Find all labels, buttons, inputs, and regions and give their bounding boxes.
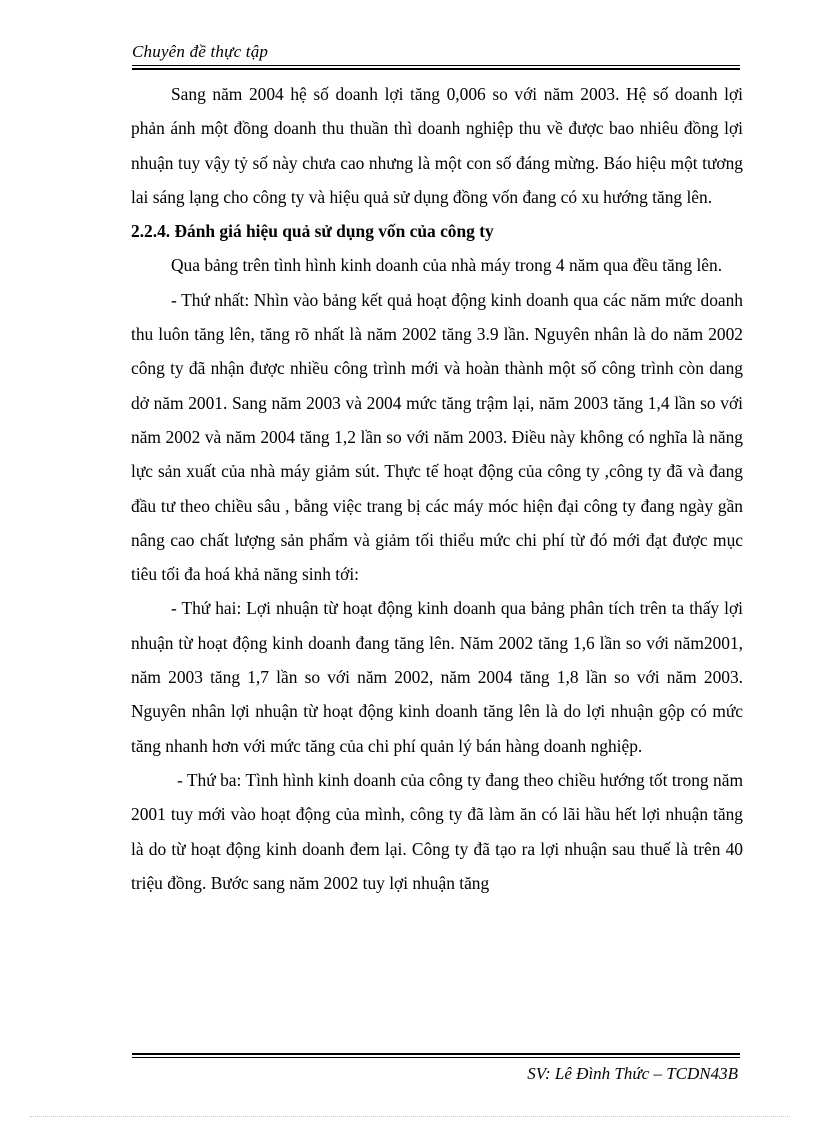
paragraph-profit-ratio: Sang năm 2004 hệ số doanh lợi tăng 0,006 so với năm 2003. Hệ số doanh lợi phản ánh một đồng doanh thu thuần thì doanh nghiệp thu về được bao nhiêu đồng lợi nhuận tuy vậy tỷ số này chưa cao nhưng là một con số đáng mừng. Báo hiệu một tương lai sáng lạng cho công ty và hiệu quả sử dụng đồng vốn đang có xu hướng tăng lên.	[131, 84, 743, 207]
paragraph-first-point: - Thứ nhất: Nhìn vào bảng kết quả hoạt động kinh doanh qua các năm mức doanh thu luôn tăng lên, tăng rõ nhất là năm 2002 tăng 3.9 lần. Nguyên nhân là do năm 2002 công ty đã nhận được nhiều công trình mới và hoàn thành một số công trình còn dang dở năm 2001. Sang năm 2003 và 2004 mức tăng trậm lại, năm 2003 tăng 1,4 lần so với năm 2002 và năm 2004 tăng 1,2 lần so với năm 2003. Điều này không có nghĩa là năng lực sản xuất của nhà máy giảm sút. Thực tế hoạt động của công ty ,công ty đã và đang đầu tư theo chiều sâu , bằng việc trang bị các máy móc hiện đại công ty đang ngày gần nâng cao chất lượng sản phẩm và giảm tối thiểu mức chi phí từ đó mới đạt được mục tiêu tối đa hoá khả năng sinh tới:	[131, 289, 743, 585]
section-heading: 2.2.4. Đánh giá hiệu quả sử dụng vốn của công ty	[131, 221, 494, 242]
header-double-rule	[132, 65, 740, 70]
page-header-title: Chuyên đề thực tập	[132, 42, 269, 61]
paragraph-overview: Qua bảng trên tình hình kinh doanh của nhà máy trong 4 năm qua đều tăng lên.	[171, 255, 723, 276]
paragraph-second-point: - Thứ hai: Lợi nhuận từ hoạt động kinh doanh qua bảng phân tích trên ta thấy lợi nhuận từ hoạt động kinh doanh đang tăng lên. Năm 2002 tăng 1,6 lần so với năm2001, năm 2003 tăng 1,7 lần so với năm 2002, năm 2004 tăng 1,8 lần so với năm 2003. Nguyên nhân lợi nhuận từ hoạt động kinh doanh tăng lên là do lợi nhuận gộp có mức tăng nhanh hơn với mức tăng của chi phí quản lý bán hàng doanh nghiệp.	[131, 598, 743, 756]
page-footer-author: SV: Lê Đình Thức – TCDN43B	[527, 1064, 738, 1083]
paragraph-third-point: - Thứ ba: Tình hình kinh doanh của công ty đang theo chiều hướng tốt trong năm 2001 tuy mới vào hoạt động của mình, công ty đã làm ăn có lãi hầu hết lợi nhuận tăng là do từ hoạt động kinh doanh đem lại. Công ty đã tạo ra lợi nhuận sau thuế là trên 40 triệu đồng. Bước sang năm 2002 tuy lợi nhuận tăng	[131, 769, 743, 893]
page-bottom-dotted-line	[30, 1116, 790, 1118]
footer-double-rule	[132, 1053, 740, 1058]
body-content	[131, 77, 743, 900]
